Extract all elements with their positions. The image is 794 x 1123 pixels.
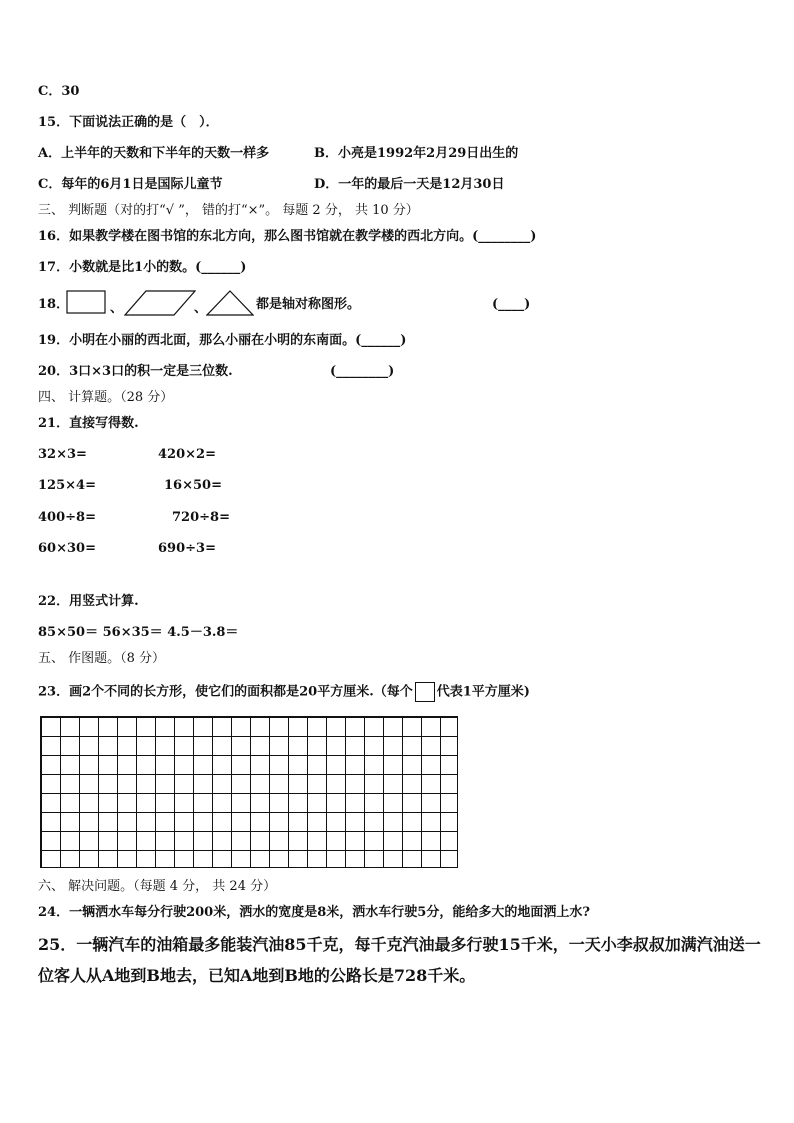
q18-answer-blank: (____) <box>492 297 531 312</box>
q23-after: 代表1平方厘米) <box>436 684 530 700</box>
q15-option-b: B．小亮是1992年2月29日出生的 <box>314 146 519 161</box>
q20-answer-blank: (________) <box>330 364 395 379</box>
q18-number: 18． <box>38 297 70 312</box>
section-4-title: 四、 计算题。（28 分） <box>38 390 174 405</box>
q21-item: 400÷8= <box>38 510 96 525</box>
q22-items: 85×50＝ 56×35＝ 4.5－3.8＝ <box>38 625 239 640</box>
q21-item: 125×4= <box>38 478 96 493</box>
q24: 24．一辆洒水车每分行驶200米，洒水的宽度是8米，洒水车行驶5分，能给多大的地面洒上水? <box>38 905 590 920</box>
q20-text: 20．3口×3口的积一定是三位数. <box>38 364 233 379</box>
q21-item: 720÷8= <box>172 510 230 525</box>
q23-text: 23．画2个不同的长方形，使它们的面积都是20平方厘米.（每个 <box>38 684 413 700</box>
q21-item: 16×50= <box>164 478 222 493</box>
q21-item: 420×2= <box>158 447 216 462</box>
parallelogram-shape <box>124 290 196 316</box>
q17: 17．小数就是比1小的数。(______) <box>38 260 247 275</box>
rectangle-shape <box>66 290 106 314</box>
q18-separator-2: 、 <box>194 301 208 316</box>
q22-stem: 22．用竖式计算. <box>38 594 139 609</box>
section-5-title: 五、 作图题。（8 分） <box>38 651 166 666</box>
q23 <box>38 682 530 702</box>
section-3-title: 三、 判断题（对的打“√ ”， 错的打“×”。 每题 2 分， 共 10 分） <box>38 203 419 218</box>
triangle-shape <box>206 290 254 316</box>
q25-line-1: 25．一辆汽车的油箱最多能装汽油85千克，每千克汽油最多行驶15千米，一天小李叔叔加满汽油送一 <box>38 935 761 954</box>
q21-item: 690÷3= <box>158 541 216 556</box>
unit-square-icon <box>415 682 435 702</box>
q14-option-c: C．30 <box>38 84 80 99</box>
section-6-title: 六、 解决问题。（每题 4 分， 共 24 分） <box>38 879 277 894</box>
q18-text: 都是轴对称图形。 <box>256 297 361 312</box>
q15-option-a: A．上半年的天数和下半年的天数一样多 <box>38 146 270 161</box>
q21-item: 32×3= <box>38 447 87 462</box>
q18-separator-1: 、 <box>110 301 124 316</box>
q16: 16．如果教学楼在图书馆的东北方向，那么图书馆就在教学楼的西北方向。(________) <box>38 229 537 244</box>
q25-line-2: 位客人从A地到B地去，已知A地到B地的公路长是728千米。 <box>38 966 476 985</box>
drawing-grid[interactable] <box>40 716 458 868</box>
q21-item: 60×30= <box>38 541 96 556</box>
q15-option-c: C．每年的6月1日是国际儿童节 <box>38 177 223 192</box>
q21-stem: 21．直接写得数. <box>38 416 139 431</box>
q19: 19．小明在小丽的西北面，那么小丽在小明的东南面。(______) <box>38 333 407 348</box>
q15-stem: 15．下面说法正确的是（ ）． <box>38 115 219 130</box>
q15-option-d: D．一年的最后一天是12月30日 <box>314 177 505 192</box>
